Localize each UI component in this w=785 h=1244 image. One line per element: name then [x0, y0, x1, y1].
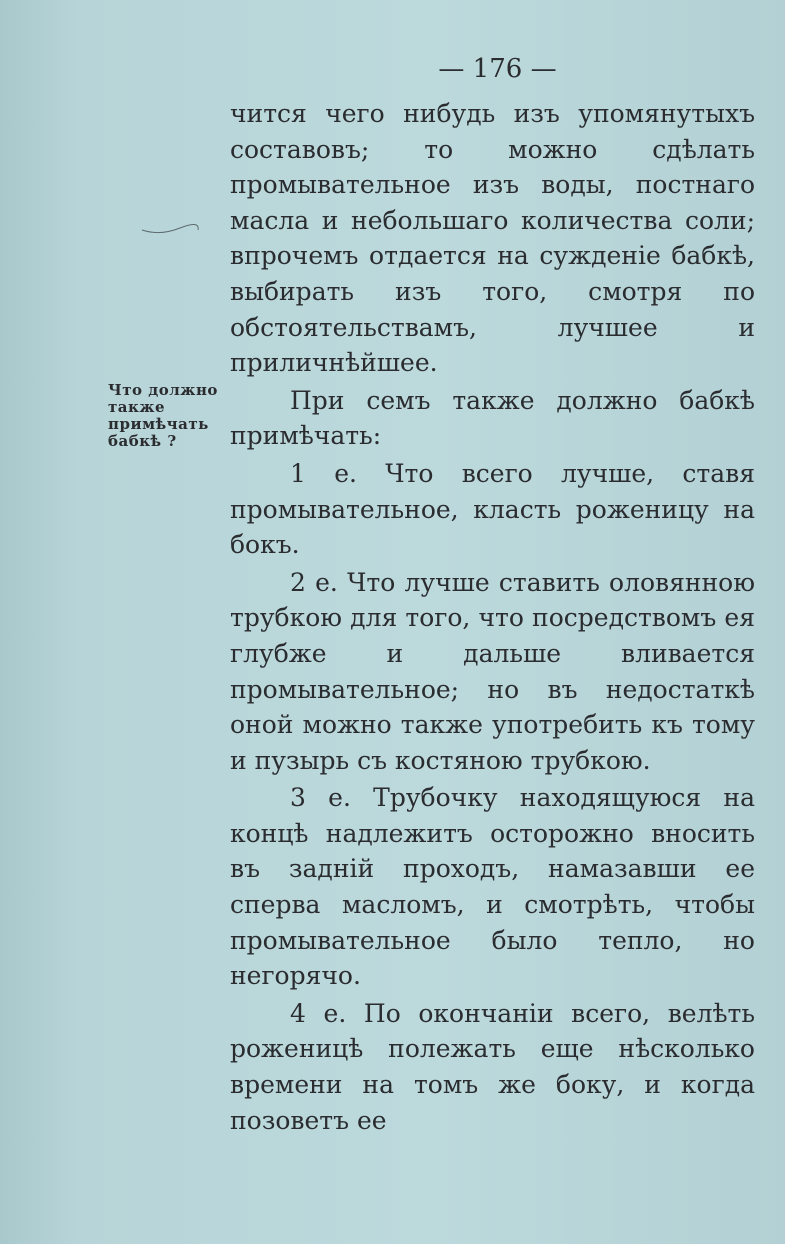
page-number: — 176 —	[438, 54, 557, 84]
paragraph-continuation: чится чего нибудь изъ упомянутыхъ составовъ; то можно сдѣлать промывательное изъ воды, постнаго масла и небольшаго количества соли; впрочемъ отдается на сужденіе бабкѣ, выбирать изъ того, смотря по обстоятельствамъ, лучшее и приличнѣйшее.	[230, 99, 755, 378]
paragraph-item-3: 3 е. Трубочку находящуюся на концѣ надлежитъ осторожно вносить въ задній проходъ, намазавши ее сперва масломъ, и смотрѣть, чтобы промывательное было тепло, но негорячо.	[230, 783, 755, 991]
paragraph-item-1: 1 е. Что всего лучше, ставя промывательное, класть роженицу на бокъ.	[230, 458, 755, 560]
ink-smudge	[140, 218, 200, 238]
paragraph-item-2: 2 е. Что лучше ставить оловянною трубкою для того, что посредствомъ ея глубже и дальше вливается промывательное; но въ недостаткѣ оной можно также употребить къ тому и пузырь съ костяною трубкою.	[230, 567, 755, 775]
margin-note: Что должно также примѣчать бабкѣ ?	[108, 381, 218, 450]
paragraph-item-4: 4 е. По окончаніи всего, велѣть роженицѣ полежать еще нѣсколько времени на томъ же боку, и когда позоветъ ее	[230, 998, 755, 1135]
main-text	[230, 96, 755, 1138]
paragraph-intro: При семъ также должно бабкѣ примѣчать:	[230, 385, 755, 451]
